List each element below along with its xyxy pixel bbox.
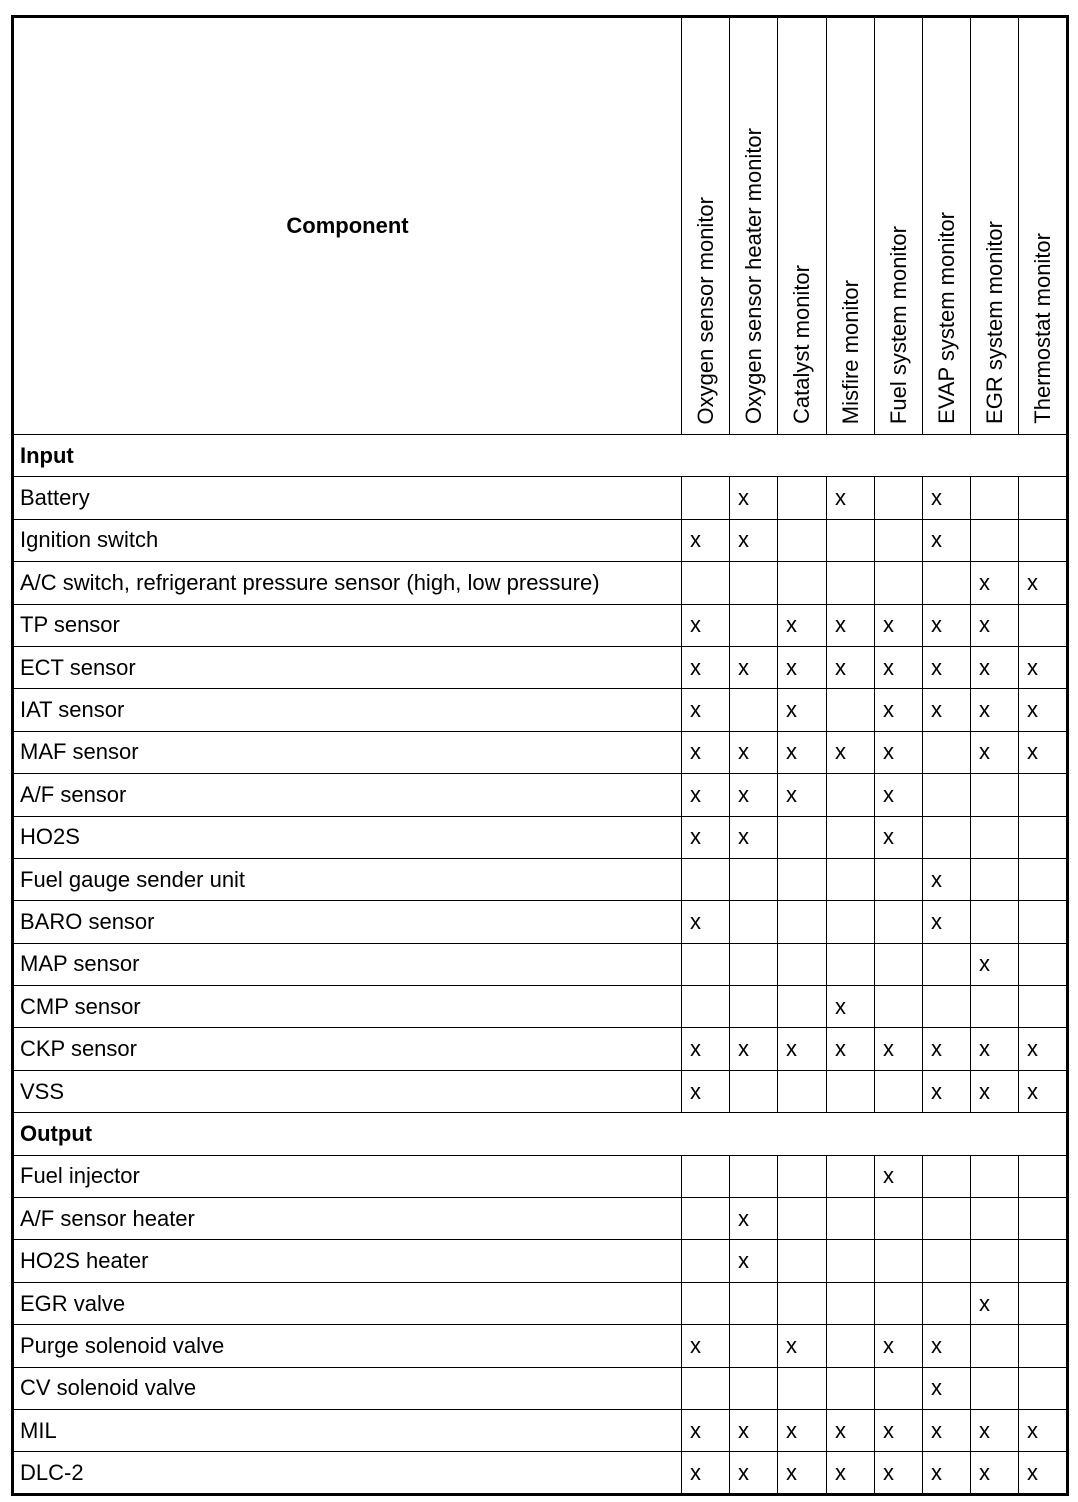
- mark-cell: x: [682, 901, 730, 943]
- component-name: TP sensor: [13, 604, 682, 646]
- monitor-header: Misfire monitor: [827, 17, 875, 435]
- table-body: [13, 435, 1068, 1495]
- mark-cell: [971, 858, 1019, 900]
- mark-cell: [827, 858, 875, 900]
- mark-cell: [971, 477, 1019, 519]
- mark-cell: x: [778, 1325, 827, 1367]
- mark-cell: x: [923, 689, 971, 731]
- mark-cell: x: [827, 986, 875, 1028]
- component-name: Fuel injector: [13, 1155, 682, 1197]
- mark-cell: x: [875, 731, 923, 773]
- mark-cell: [730, 986, 778, 1028]
- mark-cell: [971, 1367, 1019, 1409]
- section-row: [13, 1113, 1068, 1155]
- mark-cell: [730, 1282, 778, 1324]
- mark-cell: x: [971, 731, 1019, 773]
- mark-cell: [1019, 604, 1068, 646]
- mark-cell: x: [875, 1325, 923, 1367]
- mark-cell: x: [827, 477, 875, 519]
- mark-cell: x: [1019, 1028, 1068, 1070]
- mark-cell: [778, 816, 827, 858]
- mark-cell: x: [923, 858, 971, 900]
- component-name: Purge solenoid valve: [13, 1325, 682, 1367]
- mark-cell: [778, 1155, 827, 1197]
- monitor-header: Oxygen sensor monitor: [682, 17, 730, 435]
- mark-cell: [827, 1325, 875, 1367]
- mark-cell: [1019, 943, 1068, 985]
- mark-cell: [1019, 1240, 1068, 1282]
- table-row: [13, 731, 1068, 773]
- table-row: [13, 477, 1068, 519]
- component-name: HO2S heater: [13, 1240, 682, 1282]
- monitor-header: Catalyst monitor: [778, 17, 827, 435]
- table-row: [13, 519, 1068, 561]
- mark-cell: x: [730, 646, 778, 688]
- mark-cell: x: [1019, 731, 1068, 773]
- mark-cell: [682, 1198, 730, 1240]
- mark-cell: [827, 774, 875, 816]
- mark-cell: [971, 901, 1019, 943]
- mark-cell: [682, 562, 730, 604]
- mark-cell: x: [971, 1070, 1019, 1112]
- monitor-header: EVAP system monitor: [923, 17, 971, 435]
- mark-cell: x: [682, 816, 730, 858]
- mark-cell: [827, 1282, 875, 1324]
- mark-cell: [827, 689, 875, 731]
- mark-cell: x: [682, 1070, 730, 1112]
- mark-cell: [1019, 1198, 1068, 1240]
- mark-cell: x: [971, 646, 1019, 688]
- component-name: VSS: [13, 1070, 682, 1112]
- mark-cell: [875, 858, 923, 900]
- mark-cell: [875, 986, 923, 1028]
- mark-cell: [827, 1240, 875, 1282]
- mark-cell: x: [923, 1070, 971, 1112]
- mark-cell: [971, 1240, 1019, 1282]
- mark-cell: [827, 1070, 875, 1112]
- mark-cell: [827, 901, 875, 943]
- mark-cell: x: [682, 689, 730, 731]
- mark-cell: [682, 986, 730, 1028]
- monitor-header: Fuel system monitor: [875, 17, 923, 435]
- mark-cell: [730, 689, 778, 731]
- mark-cell: [778, 986, 827, 1028]
- table-row: [13, 1409, 1068, 1451]
- mark-cell: [875, 1070, 923, 1112]
- mark-cell: x: [730, 1452, 778, 1494]
- mark-cell: [827, 1198, 875, 1240]
- table-row: [13, 1155, 1068, 1197]
- mark-cell: x: [730, 1028, 778, 1070]
- mark-cell: [923, 986, 971, 1028]
- mark-cell: [1019, 1155, 1068, 1197]
- section-title: Input: [13, 435, 1068, 477]
- mark-cell: [1019, 986, 1068, 1028]
- mark-cell: x: [875, 604, 923, 646]
- table-row: [13, 901, 1068, 943]
- mark-cell: [827, 562, 875, 604]
- mark-cell: x: [682, 646, 730, 688]
- monitor-header: Thermostat monitor: [1019, 17, 1068, 435]
- mark-cell: [971, 1155, 1019, 1197]
- table-row: [13, 1028, 1068, 1070]
- mark-cell: [730, 1367, 778, 1409]
- mark-cell: x: [730, 731, 778, 773]
- component-name: CKP sensor: [13, 1028, 682, 1070]
- mark-cell: [778, 901, 827, 943]
- table-row: [13, 816, 1068, 858]
- mark-cell: x: [923, 519, 971, 561]
- mark-cell: x: [1019, 562, 1068, 604]
- mark-cell: [1019, 1282, 1068, 1324]
- mark-cell: [682, 477, 730, 519]
- component-name: CV solenoid valve: [13, 1367, 682, 1409]
- table-row: [13, 943, 1068, 985]
- mark-cell: [971, 1198, 1019, 1240]
- mark-cell: x: [682, 1325, 730, 1367]
- table-row: [13, 986, 1068, 1028]
- mark-cell: x: [730, 816, 778, 858]
- mark-cell: x: [827, 1452, 875, 1494]
- component-name: CMP sensor: [13, 986, 682, 1028]
- component-name: BARO sensor: [13, 901, 682, 943]
- mark-cell: x: [875, 774, 923, 816]
- mark-cell: x: [875, 1409, 923, 1451]
- component-name: ECT sensor: [13, 646, 682, 688]
- mark-cell: [971, 519, 1019, 561]
- mark-cell: x: [778, 774, 827, 816]
- mark-cell: [923, 943, 971, 985]
- mark-cell: x: [875, 646, 923, 688]
- component-name: MAP sensor: [13, 943, 682, 985]
- mark-cell: [827, 1367, 875, 1409]
- mark-cell: x: [682, 604, 730, 646]
- mark-cell: [682, 1282, 730, 1324]
- mark-cell: [971, 816, 1019, 858]
- mark-cell: x: [1019, 646, 1068, 688]
- monitor-header: EGR system monitor: [971, 17, 1019, 435]
- mark-cell: x: [971, 562, 1019, 604]
- section-title: Output: [13, 1113, 1068, 1155]
- mark-cell: [778, 1198, 827, 1240]
- mark-cell: x: [682, 1028, 730, 1070]
- mark-cell: x: [971, 1282, 1019, 1324]
- mark-cell: x: [1019, 689, 1068, 731]
- mark-cell: x: [1019, 1409, 1068, 1451]
- mark-cell: [778, 943, 827, 985]
- mark-cell: [875, 477, 923, 519]
- component-name: A/F sensor heater: [13, 1198, 682, 1240]
- mark-cell: x: [923, 1367, 971, 1409]
- component-name: HO2S: [13, 816, 682, 858]
- mark-cell: x: [923, 477, 971, 519]
- mark-cell: [682, 858, 730, 900]
- component-name: MIL: [13, 1409, 682, 1451]
- mark-cell: [682, 1367, 730, 1409]
- mark-cell: [827, 519, 875, 561]
- mark-cell: [730, 604, 778, 646]
- mark-cell: x: [730, 774, 778, 816]
- mark-cell: x: [875, 816, 923, 858]
- mark-cell: x: [682, 1409, 730, 1451]
- mark-cell: [827, 816, 875, 858]
- mark-cell: [730, 1325, 778, 1367]
- component-name: EGR valve: [13, 1282, 682, 1324]
- mark-cell: [875, 901, 923, 943]
- mark-cell: x: [827, 1409, 875, 1451]
- mark-cell: x: [778, 731, 827, 773]
- mark-cell: [923, 1282, 971, 1324]
- monitor-header: Oxygen sensor heater monitor: [730, 17, 778, 435]
- table-row: [13, 646, 1068, 688]
- mark-cell: [1019, 816, 1068, 858]
- component-name: Ignition switch: [13, 519, 682, 561]
- mark-cell: [875, 943, 923, 985]
- mark-cell: [730, 901, 778, 943]
- mark-cell: [778, 1282, 827, 1324]
- mark-cell: x: [827, 646, 875, 688]
- mark-cell: x: [778, 1452, 827, 1494]
- mark-cell: [923, 1198, 971, 1240]
- mark-cell: [730, 1070, 778, 1112]
- mark-cell: x: [923, 1452, 971, 1494]
- mark-cell: x: [971, 943, 1019, 985]
- mark-cell: x: [971, 689, 1019, 731]
- mark-cell: [778, 477, 827, 519]
- component-name: Fuel gauge sender unit: [13, 858, 682, 900]
- mark-cell: [682, 1240, 730, 1282]
- mark-cell: x: [971, 1409, 1019, 1451]
- component-name: IAT sensor: [13, 689, 682, 731]
- mark-cell: [730, 943, 778, 985]
- mark-cell: x: [682, 1452, 730, 1494]
- mark-cell: [682, 1155, 730, 1197]
- monitor-component-table: [11, 15, 1069, 1496]
- table-row: [13, 689, 1068, 731]
- mark-cell: [778, 562, 827, 604]
- header-row: [13, 17, 1068, 435]
- mark-cell: x: [923, 1409, 971, 1451]
- mark-cell: [923, 816, 971, 858]
- mark-cell: x: [1019, 1452, 1068, 1494]
- mark-cell: [730, 1155, 778, 1197]
- mark-cell: [875, 1240, 923, 1282]
- mark-cell: [730, 562, 778, 604]
- table-row: [13, 774, 1068, 816]
- mark-cell: x: [923, 604, 971, 646]
- mark-cell: x: [730, 1198, 778, 1240]
- mark-cell: x: [682, 731, 730, 773]
- mark-cell: x: [1019, 1070, 1068, 1112]
- mark-cell: [778, 858, 827, 900]
- table-row: [13, 604, 1068, 646]
- table-row: [13, 1198, 1068, 1240]
- table-row: [13, 1240, 1068, 1282]
- mark-cell: x: [971, 604, 1019, 646]
- component-name: A/F sensor: [13, 774, 682, 816]
- mark-cell: x: [827, 604, 875, 646]
- mark-cell: x: [971, 1452, 1019, 1494]
- mark-cell: x: [827, 731, 875, 773]
- mark-cell: [778, 1240, 827, 1282]
- mark-cell: [730, 858, 778, 900]
- mark-cell: x: [875, 1155, 923, 1197]
- mark-cell: x: [778, 1409, 827, 1451]
- mark-cell: [875, 519, 923, 561]
- mark-cell: x: [875, 689, 923, 731]
- mark-cell: x: [875, 1452, 923, 1494]
- mark-cell: [682, 943, 730, 985]
- table-row: [13, 858, 1068, 900]
- mark-cell: [1019, 774, 1068, 816]
- mark-cell: [971, 986, 1019, 1028]
- mark-cell: [923, 562, 971, 604]
- mark-cell: [923, 731, 971, 773]
- component-name: MAF sensor: [13, 731, 682, 773]
- mark-cell: [1019, 1325, 1068, 1367]
- mark-cell: [875, 1367, 923, 1409]
- mark-cell: [923, 1240, 971, 1282]
- mark-cell: [1019, 477, 1068, 519]
- mark-cell: [827, 1155, 875, 1197]
- component-name: A/C switch, refrigerant pressure sensor (high, low pressure): [13, 562, 682, 604]
- mark-cell: [971, 774, 1019, 816]
- section-row: [13, 435, 1068, 477]
- table-row: [13, 1325, 1068, 1367]
- mark-cell: x: [971, 1028, 1019, 1070]
- table-row: [13, 1367, 1068, 1409]
- mark-cell: x: [778, 1028, 827, 1070]
- mark-cell: x: [730, 519, 778, 561]
- table-row: [13, 1070, 1068, 1112]
- mark-cell: [971, 1325, 1019, 1367]
- mark-cell: x: [730, 477, 778, 519]
- mark-cell: [778, 1367, 827, 1409]
- mark-cell: [1019, 858, 1068, 900]
- mark-cell: [1019, 1367, 1068, 1409]
- mark-cell: x: [730, 1240, 778, 1282]
- mark-cell: x: [923, 1028, 971, 1070]
- component-name: DLC-2: [13, 1452, 682, 1494]
- mark-cell: x: [923, 901, 971, 943]
- mark-cell: x: [730, 1409, 778, 1451]
- mark-cell: [1019, 519, 1068, 561]
- mark-cell: [923, 1155, 971, 1197]
- component-header: Component: [13, 17, 682, 435]
- mark-cell: x: [923, 1325, 971, 1367]
- mark-cell: [923, 774, 971, 816]
- mark-cell: [875, 562, 923, 604]
- mark-cell: x: [827, 1028, 875, 1070]
- mark-cell: x: [682, 519, 730, 561]
- table-row: [13, 1282, 1068, 1324]
- mark-cell: x: [778, 604, 827, 646]
- mark-cell: [875, 1198, 923, 1240]
- mark-cell: [778, 519, 827, 561]
- component-name: Battery: [13, 477, 682, 519]
- mark-cell: [827, 943, 875, 985]
- mark-cell: x: [923, 646, 971, 688]
- table-row: [13, 562, 1068, 604]
- mark-cell: [778, 1070, 827, 1112]
- mark-cell: x: [875, 1028, 923, 1070]
- mark-cell: x: [778, 689, 827, 731]
- mark-cell: x: [682, 774, 730, 816]
- mark-cell: [875, 1282, 923, 1324]
- mark-cell: [1019, 901, 1068, 943]
- table-row: [13, 1452, 1068, 1494]
- mark-cell: x: [778, 646, 827, 688]
